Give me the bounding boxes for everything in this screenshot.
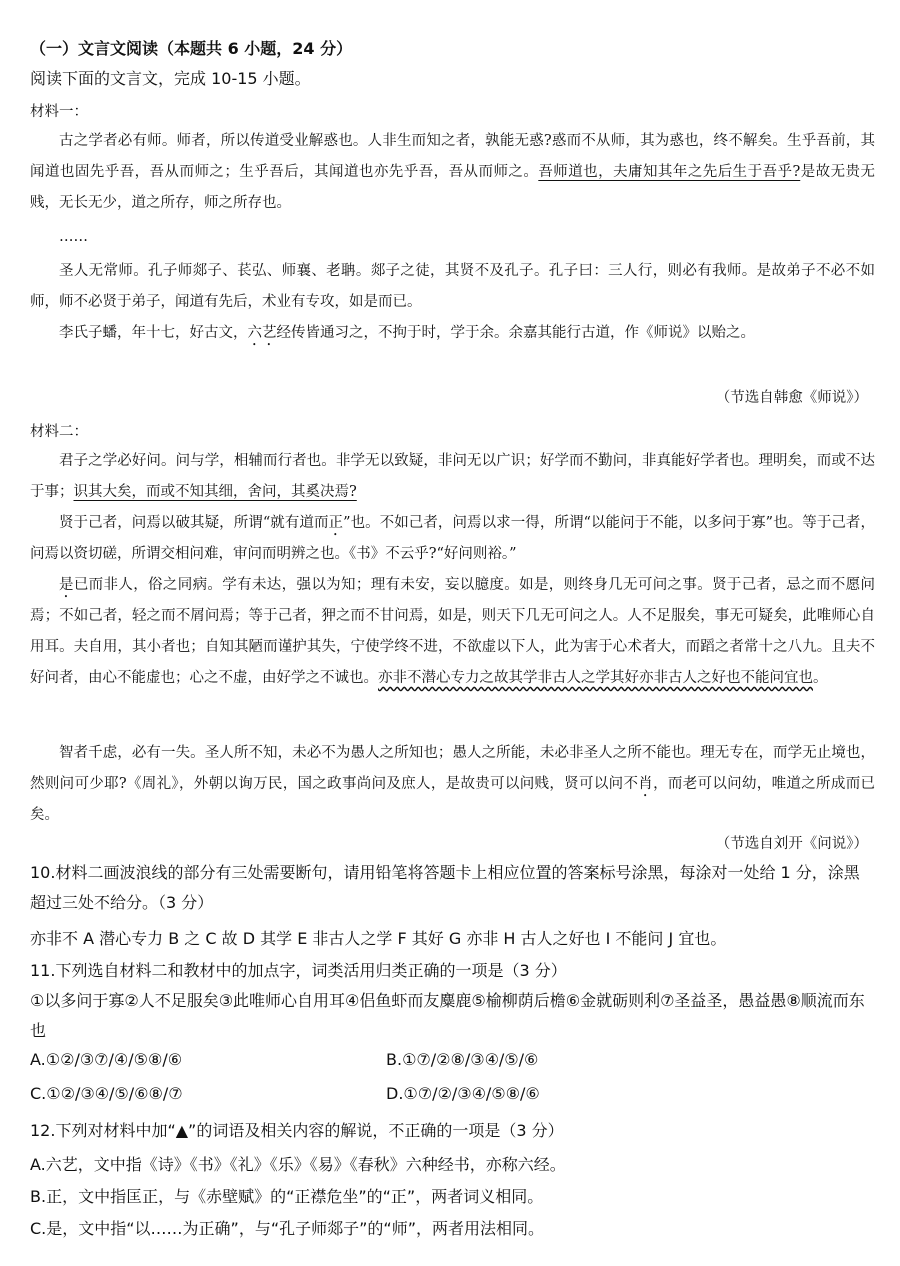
dotted-word-liuyi: 六艺 bbox=[247, 325, 277, 341]
material2-p3-text: 已而非人，俗之同病。学有未达，强以为知；理有未安，妄以臆度。如是，则终身几无可问之事。贤于己者，忌之而不愿问焉；不如己者，轻之而不屑问焉；等于己者，狎之而不甘问焉，如是，则天下几无可问之人。人不足服矣，事无可疑矣，此唯师心自用耳。夫自用，其小者也；自知其陋而谨护其失，宁使学终不进，不欲虚以下人，此为害于心术者大，而蹈之者常十之八九。且夫不好问者，由心不能虚也；心之不虚，由好学之不诚也。 bbox=[30, 577, 875, 686]
section-title: （一）文言文阅读（本题共 6 小题，24 分） bbox=[30, 39, 353, 58]
material1-paragraph-3 bbox=[30, 318, 875, 349]
material1-p1-text: 古之学者必有师。师者，所以传道受业解惑也。人非生而知之者，孰能无惑?惑而不从师，其为惑也，终不解矣。生乎吾前，其闻道也固先乎吾，吾从而师之；生乎吾后，其闻道也亦先乎吾，吾从而师之。 bbox=[30, 133, 875, 180]
material2-p2-text-end: ”也。不如己者，问焉以求一得，所谓“以能问于不能，以多问于寡”也。等于己者，问焉以资切磋，所谓交相问难，审问而明辨之也。《书》不云乎?“好问则裕。” bbox=[30, 515, 875, 562]
material1-ellipsis: …… bbox=[59, 229, 88, 245]
dotted-word-zheng: 正 bbox=[328, 515, 344, 531]
material1-label: 材料一： bbox=[30, 104, 88, 120]
material2-p1-text: 君子之学必好问。问与学，相辅而行者也。非学无以致疑，非问无以广识；好学而不勤问，非真能好学者也。理明矣，而或不达于事； bbox=[30, 453, 875, 500]
material2-p2-text: 贤于己者，问焉以破其疑，所谓“就有道而 bbox=[59, 515, 329, 531]
question-11-option-d[interactable]: D.①⑦/②/③④/⑤⑧/⑥ bbox=[386, 1084, 540, 1103]
question-11-option-c[interactable]: C.①②/③④/⑤/⑥⑧/⑦ bbox=[30, 1084, 183, 1103]
material2-p4-text: 智者千虑，必有一失。圣人所不知，未必不为愚人之所知也；愚人之所能，未必非圣人之所不能也。理无专在，而学无止境也，然则问可少耶?《周礼》，外朝以询万民，国之政事尚问及庶人，是故贵可以问贱，贤可以问不 bbox=[30, 745, 875, 792]
dotted-word-shi: 是 bbox=[59, 577, 74, 593]
material2-source: （节选自刘开《问说》） bbox=[715, 836, 868, 852]
material2-p4-text-end: ，而老可以问幼，唯道之所成而已矣。 bbox=[30, 776, 876, 823]
material2-paragraph-1 bbox=[30, 446, 875, 508]
question-11-option-b[interactable]: B.①⑦/②⑧/③④/⑤/⑥ bbox=[386, 1050, 539, 1069]
material2-p3-end: 。 bbox=[813, 670, 828, 686]
question-11-stem: 11.下列选自材料二和教材中的加点字，词类活用归类正确的一项是（3 分） bbox=[30, 961, 567, 980]
material1-paragraph-1 bbox=[30, 126, 875, 219]
material2-underlined-sentence: 识其大矣，而或不知其细，舍问，其奚决焉? bbox=[73, 484, 357, 500]
question-10-stem: 10.材料二画波浪线的部分有三处需要断句，请用铅笔将答题卡上相应位置的答案标号涂黑，每涂对一处给 1 分，涂黑超过三处不给分。（3 分） bbox=[30, 863, 860, 912]
material2-label: 材料二： bbox=[30, 424, 88, 440]
material1-source: （节选自韩愈《师说》） bbox=[715, 390, 868, 406]
wavy-underlined-passage: 亦非不潜心专力之故其学非古人之学其好亦非古人之好也不能问宜也 bbox=[378, 670, 813, 686]
material1-underlined-sentence: 吾师道也，夫庸知其年之先后生于吾乎? bbox=[538, 164, 801, 180]
material2-paragraph-4 bbox=[30, 738, 875, 831]
question-12-option-c[interactable]: C.是，文中指“以……为正确”，与“孔子师郯子”的“师”，两者用法相同。 bbox=[30, 1219, 544, 1238]
question-12-option-b[interactable]: B.正，文中指匡正，与《赤壁赋》的“正襟危坐”的“正”，两者词义相同。 bbox=[30, 1187, 544, 1206]
material2-paragraph-2 bbox=[30, 508, 875, 570]
question-10-sentence: 亦非不 A 潜心专力 B 之 C 故 D 其学 E 非古人之学 F 其好 G 亦非 H 古人之好也 I 不能问 J 宜也。 bbox=[30, 929, 727, 948]
question-11-option-a[interactable]: A.①②/③⑦/④/⑤⑧/⑥ bbox=[30, 1050, 183, 1069]
material2-paragraph-3 bbox=[30, 570, 875, 694]
material1-p3-text: 李氏子蟠，年十七，好古文， bbox=[59, 325, 248, 341]
question-12-option-a[interactable]: A.六艺，文中指《诗》《书》《礼》《乐》《易》《春秋》六种经书，亦称六经。 bbox=[30, 1155, 566, 1174]
material1-p3-text-end: 经传皆通习之，不拘于时，学于余。余嘉其能行古道，作《师说》以贻之。 bbox=[276, 325, 755, 341]
material1-paragraph-2: 圣人无常师。孔子师郯子、苌弘、师襄、老聃。郯子之徒，其贤不及孔子。孔子曰：三人行，则必有我师。是故弟子不必不如师，师不必贤于弟子，闻道有先后，术业有专攻，如是而已。 bbox=[30, 263, 875, 310]
instruction: 阅读下面的文言文，完成 10-15 小题。 bbox=[30, 69, 311, 88]
question-12-stem: 12.下列对材料中加“▲”的词语及相关内容的解说，不正确的一项是（3 分） bbox=[30, 1121, 564, 1140]
dotted-word-xiao: 肖 bbox=[638, 776, 654, 792]
material1-p1-text-end: 是故无贵无贱，无长无少，道之所存，师之所存也。 bbox=[30, 164, 876, 211]
question-11-items: ①以多问于寡②人不足服矣③此唯师心自用耳④侣鱼虾而友麋鹿⑤榆柳荫后檐⑥金就砺则利⑦圣益圣，愚益愚⑧顺流而东也 bbox=[30, 991, 865, 1040]
